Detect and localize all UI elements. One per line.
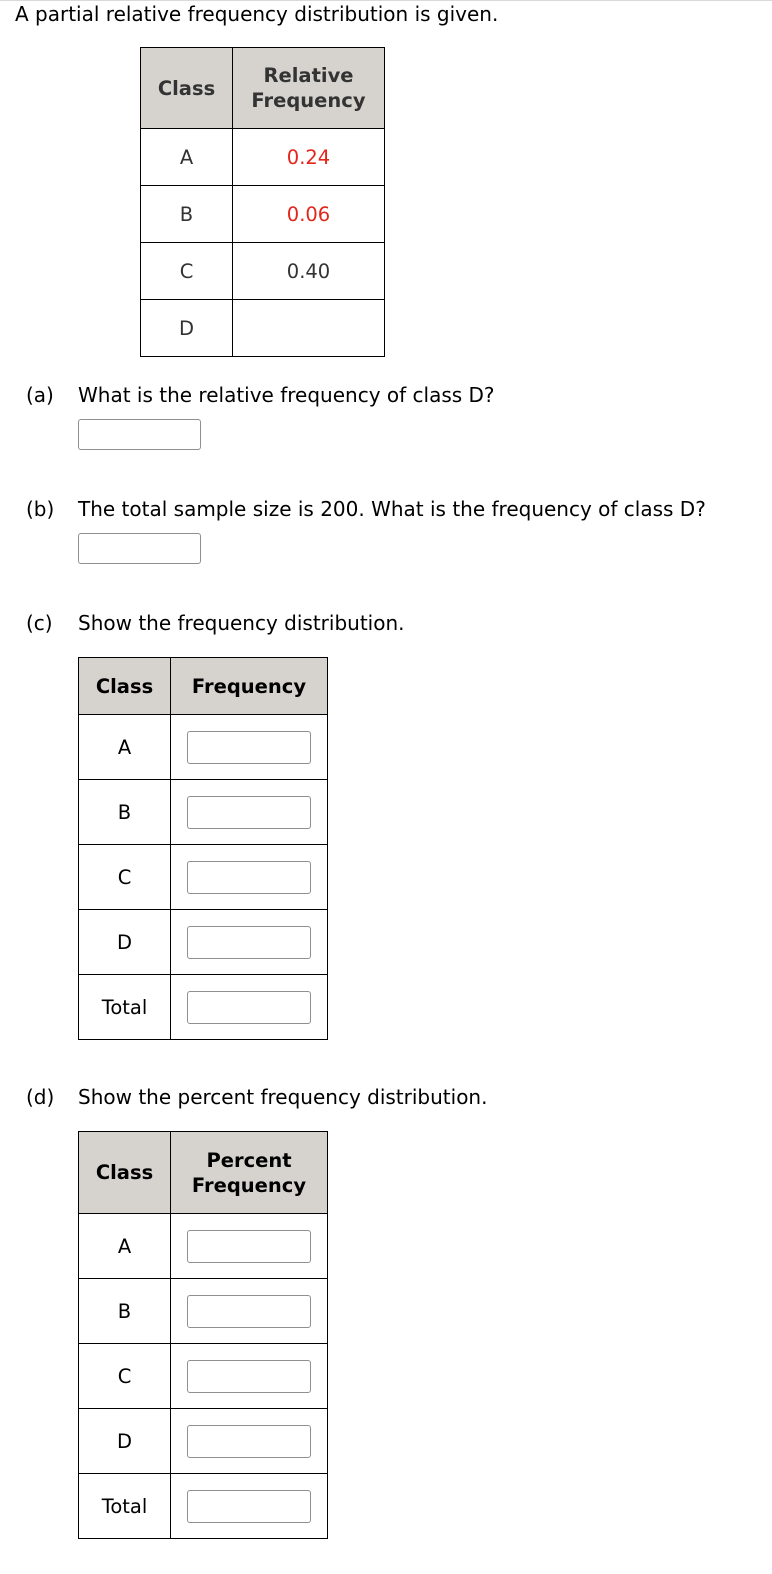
table-row bbox=[79, 845, 328, 910]
percent-cell bbox=[171, 1344, 328, 1409]
class-cell: D bbox=[79, 1409, 171, 1474]
table-row bbox=[79, 1409, 328, 1474]
percent-frequency-header bbox=[171, 1132, 328, 1214]
frequency-cell bbox=[171, 975, 328, 1040]
relative-frequency-table bbox=[140, 47, 385, 357]
question-b-label: (b) bbox=[26, 497, 55, 521]
percent-cell bbox=[171, 1279, 328, 1344]
frequency-input-total[interactable] bbox=[187, 991, 311, 1024]
question-a-text: What is the relative frequency of class D? bbox=[78, 383, 495, 407]
percent-cell bbox=[171, 1409, 328, 1474]
frequency-input-c[interactable] bbox=[187, 861, 311, 894]
question-c-text: Show the frequency distribution. bbox=[78, 611, 405, 635]
table-row bbox=[141, 300, 385, 357]
table-row bbox=[79, 910, 328, 975]
percent-cell bbox=[171, 1214, 328, 1279]
relative-frequency-header bbox=[233, 48, 385, 129]
table-row bbox=[141, 243, 385, 300]
frequency-cell bbox=[171, 845, 328, 910]
header-line-1: Percent bbox=[206, 1148, 292, 1172]
frequency-cell bbox=[171, 715, 328, 780]
header-line-1: Relative bbox=[263, 64, 354, 87]
class-cell: B bbox=[79, 1279, 171, 1344]
class-cell: C bbox=[141, 243, 233, 300]
top-divider bbox=[0, 0, 772, 1]
table-header-row bbox=[141, 48, 385, 129]
frequency-header: Frequency bbox=[171, 658, 328, 715]
class-cell: D bbox=[141, 300, 233, 357]
class-cell: A bbox=[79, 1214, 171, 1279]
class-cell: C bbox=[79, 1344, 171, 1409]
frequency-cell bbox=[171, 910, 328, 975]
table-row bbox=[79, 1279, 328, 1344]
relative-frequency-cell: 0.40 bbox=[233, 243, 385, 300]
class-header: Class bbox=[141, 48, 233, 129]
percent-input-total[interactable] bbox=[187, 1490, 311, 1523]
class-cell: C bbox=[79, 845, 171, 910]
class-cell: D bbox=[79, 910, 171, 975]
question-d-text: Show the percent frequency distribution. bbox=[78, 1085, 488, 1109]
header-line-2: Frequency bbox=[191, 1173, 307, 1197]
percent-input-b[interactable] bbox=[187, 1295, 311, 1328]
percent-input-c[interactable] bbox=[187, 1360, 311, 1393]
table-header-row bbox=[79, 1132, 328, 1214]
class-cell: B bbox=[79, 780, 171, 845]
relative-frequency-cell: 0.06 bbox=[233, 186, 385, 243]
answer-b-input[interactable] bbox=[78, 533, 201, 564]
header-line-2: Frequency bbox=[251, 89, 366, 112]
table-row bbox=[79, 780, 328, 845]
class-cell: A bbox=[141, 129, 233, 186]
table-row bbox=[79, 1214, 328, 1279]
table-row bbox=[141, 129, 385, 186]
table-header-row bbox=[79, 658, 328, 715]
percent-cell bbox=[171, 1474, 328, 1539]
class-cell: B bbox=[141, 186, 233, 243]
question-a bbox=[26, 383, 495, 407]
class-header: Class bbox=[79, 1132, 171, 1214]
frequency-table bbox=[78, 657, 328, 1040]
frequency-input-a[interactable] bbox=[187, 731, 311, 764]
relative-frequency-cell bbox=[233, 300, 385, 357]
frequency-input-b[interactable] bbox=[187, 796, 311, 829]
table-row bbox=[79, 1344, 328, 1409]
answer-a-input[interactable] bbox=[78, 419, 201, 450]
class-cell: A bbox=[79, 715, 171, 780]
class-cell: Total bbox=[79, 1474, 171, 1539]
table-row bbox=[79, 1474, 328, 1539]
class-cell: Total bbox=[79, 975, 171, 1040]
question-b bbox=[26, 497, 706, 521]
question-c-label: (c) bbox=[26, 611, 53, 635]
percent-input-a[interactable] bbox=[187, 1230, 311, 1263]
table-row bbox=[79, 975, 328, 1040]
question-c bbox=[26, 611, 405, 635]
table-row bbox=[79, 715, 328, 780]
class-header: Class bbox=[79, 658, 171, 715]
question-d-label: (d) bbox=[26, 1085, 55, 1109]
question-a-label: (a) bbox=[26, 383, 54, 407]
intro-text: A partial relative frequency distribution is given. bbox=[15, 2, 499, 26]
table-row bbox=[141, 186, 385, 243]
question-d bbox=[26, 1085, 487, 1109]
percent-frequency-table bbox=[78, 1131, 328, 1539]
frequency-input-d[interactable] bbox=[187, 926, 311, 959]
question-b-text: The total sample size is 200. What is the frequency of class D? bbox=[78, 497, 706, 521]
relative-frequency-cell: 0.24 bbox=[233, 129, 385, 186]
percent-input-d[interactable] bbox=[187, 1425, 311, 1458]
frequency-cell bbox=[171, 780, 328, 845]
